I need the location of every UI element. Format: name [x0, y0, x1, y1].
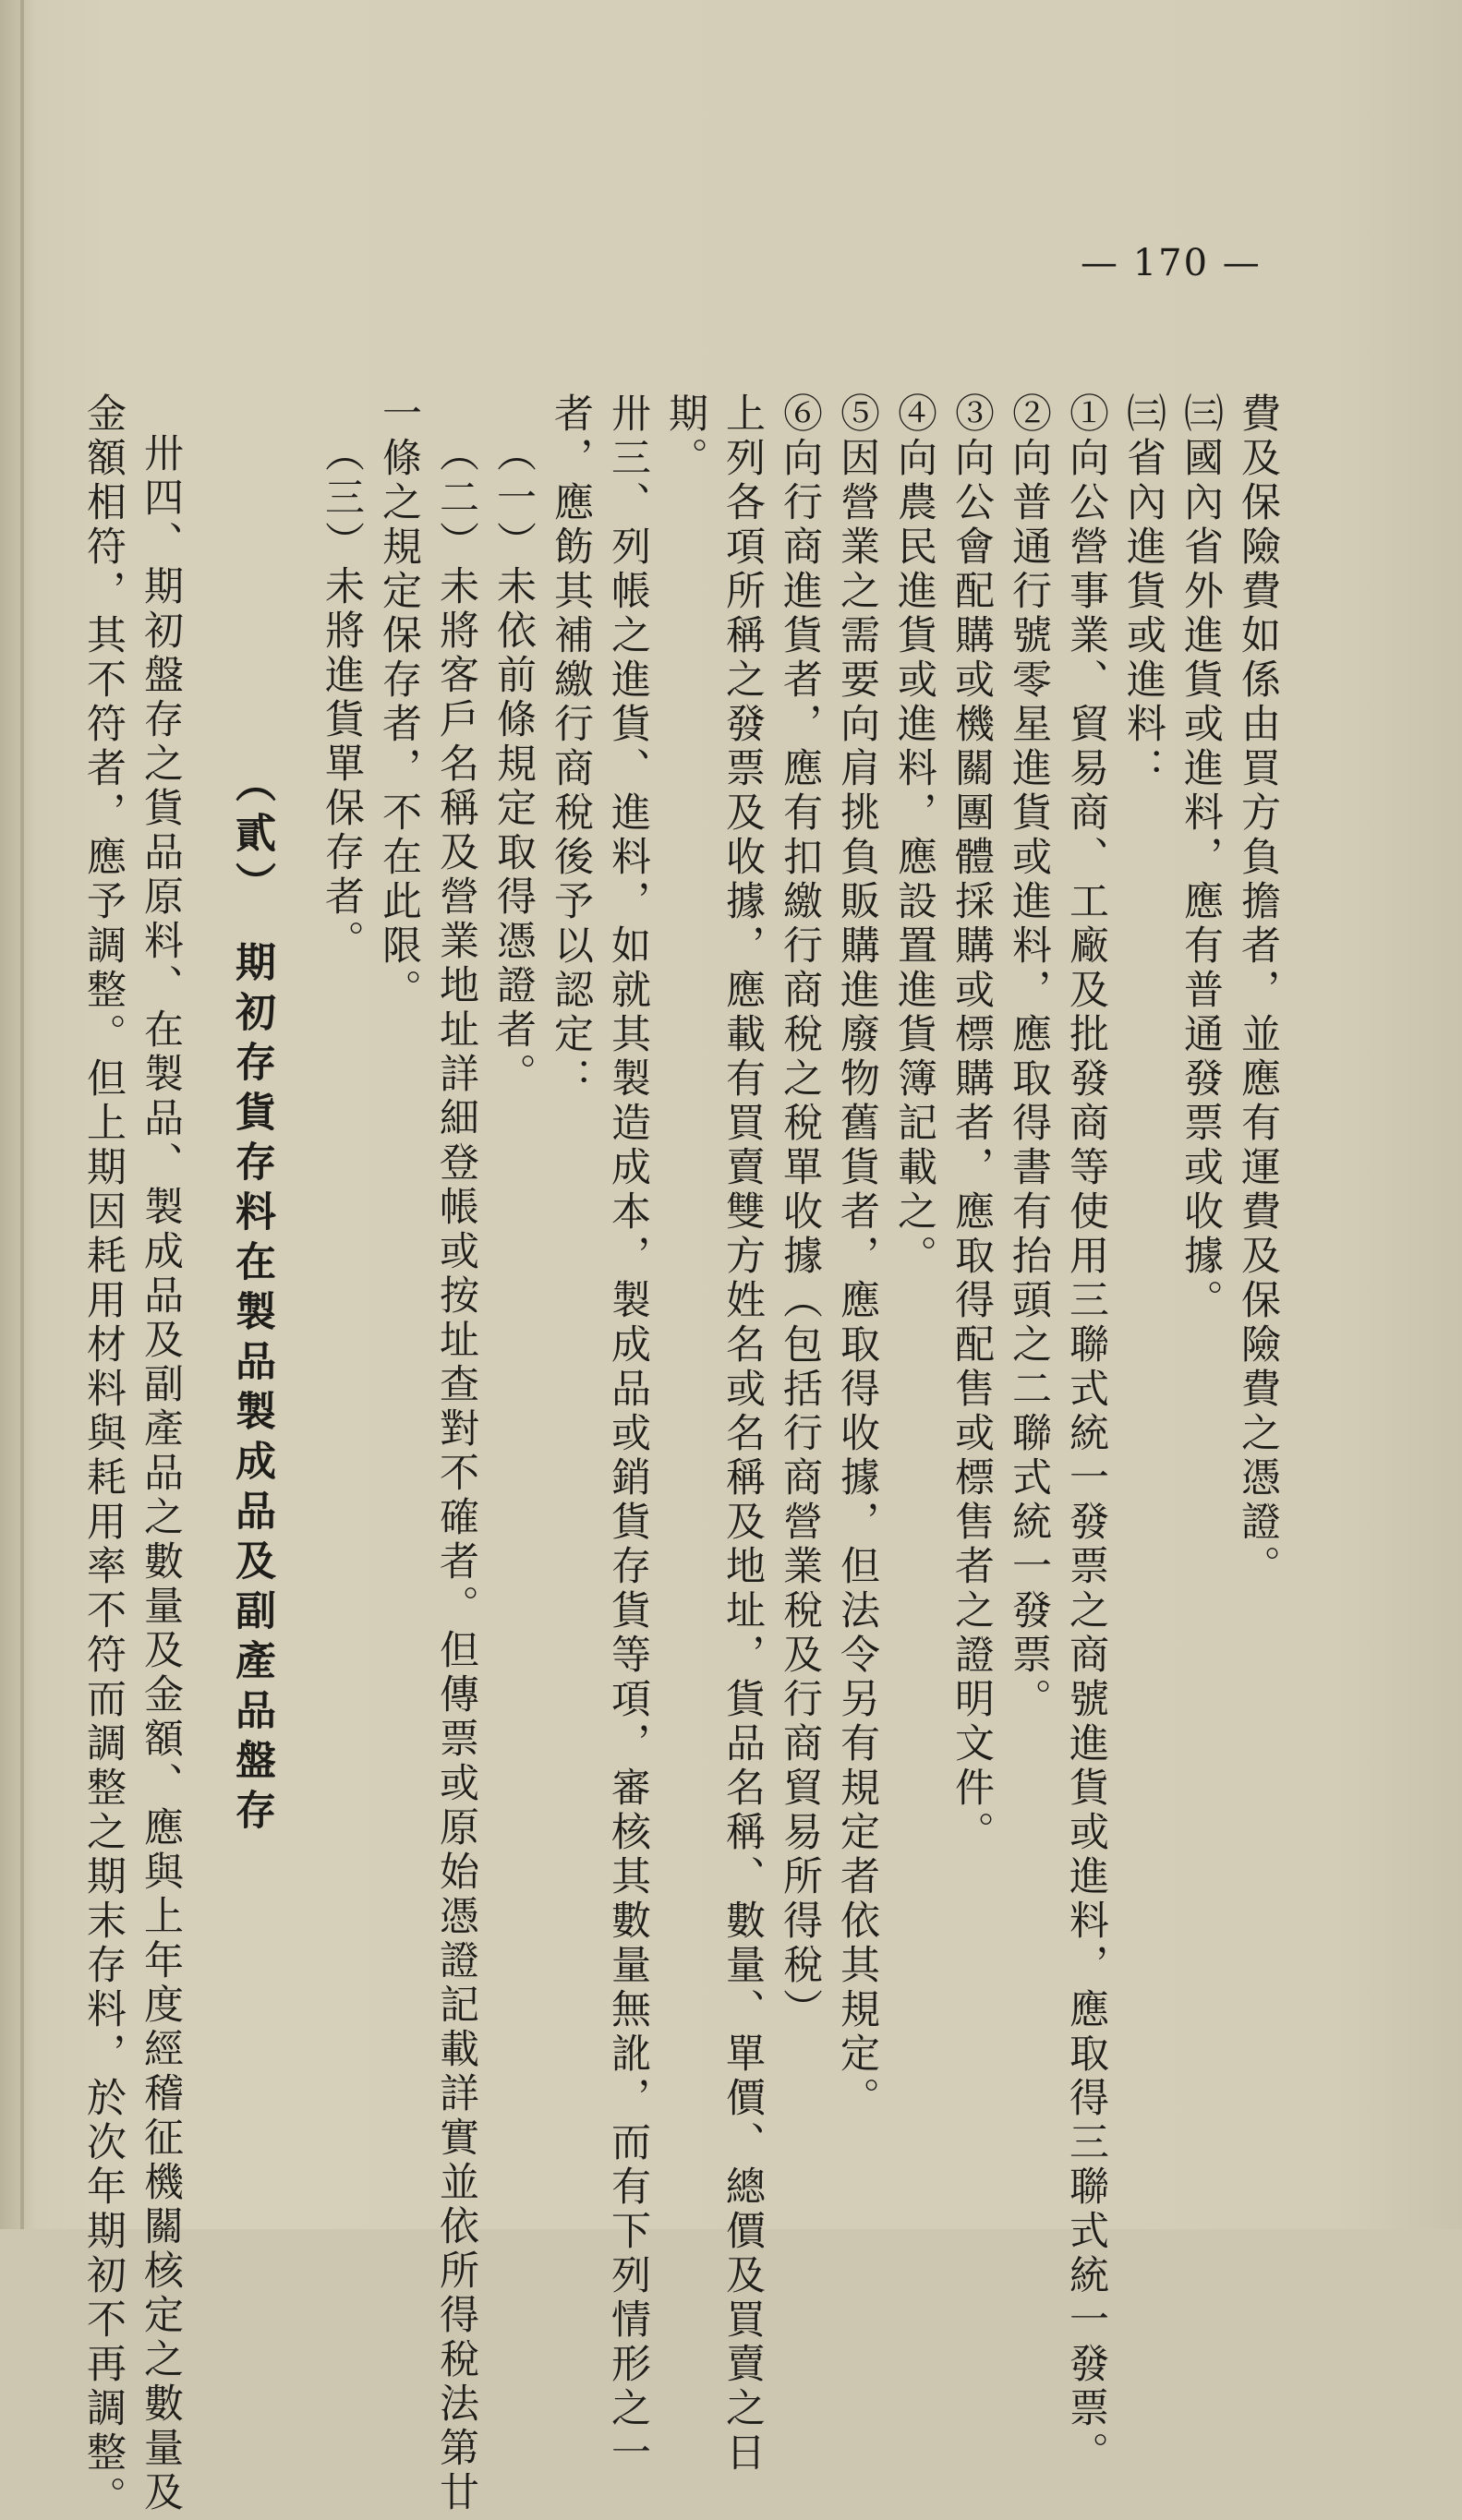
text-line: （三）未將進貨單保存者。 [319, 432, 365, 964]
text-line: 期。 [662, 392, 708, 481]
text-line: （二）未將客戶名稱及營業地址詳細登帳或按址查對不確者。但傳票或原始憑證記載詳實並依所得稅法第廿 [433, 432, 479, 2515]
text-line: 一條之規定保存者，不在此限。 [376, 392, 422, 1013]
vertical-body-text [75, 392, 1287, 2520]
text-line: 卅三、列帳之進貨、進料，如就其製造成本，製成品或銷貨存貨等項，審核其數量無訛，而有下列情形之一 [605, 392, 651, 2476]
spacer [189, 392, 223, 2110]
book-spine-shadow [20, 0, 24, 2229]
text-line: ③向公會配購或機關團體採購或標購者，應取得配售或標售者之證明文件。 [948, 392, 995, 1855]
page-number: — 170 — [1081, 242, 1262, 284]
text-line: ⑤因營業之需要向肩挑負販購進廢物舊貨者，應取得收據，但法令另有規定者依其規定。 [834, 392, 880, 2121]
text-line: ④向農民進貨或進料，應設置進貨簿記載之。 [891, 392, 937, 1279]
text-line: ㈢省內進貨或進料： [1120, 392, 1166, 791]
text-line: 金額相符，其不符者，應予調整。但上期因耗用材料與耗用率不符而調整之期末存料，於次年期初不再調整。 [80, 392, 127, 2520]
spacer [280, 392, 313, 2110]
text-line: ㈢國內省外進貨或進料，應有普通發票或收據。 [1178, 392, 1224, 1323]
text-line: 卅四、期初盤存之貨品原料、在製品、製成品及副產品之數量及金額、應與上年度經稽征機關核定之數量及 [138, 432, 184, 2515]
text-line: （一）未依前條規定取得憑證者。 [490, 432, 537, 1097]
section-heading: （貳） 期初存貨存料在製品製成品及副產品盤存 [228, 762, 275, 1839]
text-line: 者，應飭其補繳行商稅後予以認定： [548, 392, 594, 1102]
text-line: ①向公營事業、貿易商、工廠及批發商等使用三聯式統一發票之商號進貨或進料，應取得三聯式統一發票。 [1063, 392, 1109, 2476]
text-line: 費及保險費如係由買方負擔者，並應有運費及保險費之憑證。 [1235, 392, 1281, 1589]
text-line: ⑥向行商進貨者，應有扣繳行商稅之稅單收據（包括行商營業稅及行商貿易所得稅） [777, 392, 823, 2032]
text-line: 上列各項所稱之發票及收據，應載有買賣雙方姓名或名稱及地址，貨品名稱、數量、單價、總價及買賣之日 [719, 392, 766, 2476]
text-line: ②向普通行號零星進貨或進料，應取得書有抬頭之二聯式統一發票。 [1006, 392, 1052, 1722]
